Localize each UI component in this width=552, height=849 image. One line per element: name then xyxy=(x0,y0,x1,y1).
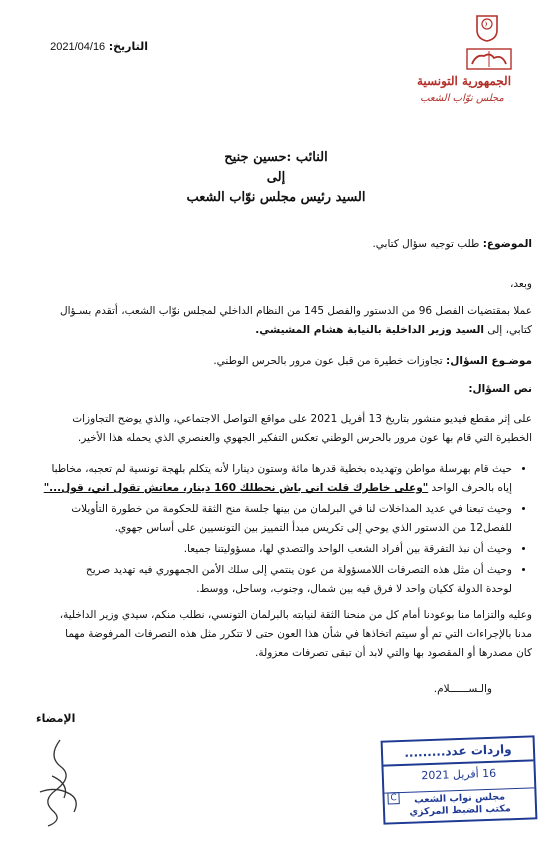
question-body-line-1: على إثر مقطع فيديو منشور بتاريخ 13 أفريل 2021 على مواقع التواصل الاجتماعي، والذي يوضح التجاوزات xyxy=(72,413,532,425)
tunisia-emblem-icon xyxy=(474,14,500,42)
subject-text: طلب توجيه سؤال كتابي. xyxy=(372,238,480,250)
stamp-mark: C xyxy=(387,792,399,804)
stamp-title: واردات عدد......... xyxy=(383,737,534,766)
closing-line-3: كان مصدرها أو المقصود بها والتي لابد أن تبقى تصرفات معزولة. xyxy=(255,647,532,659)
closing-line-2: مدنا بالإجراءات التي تم أو سيتم اتخاذها في شأن هذا العون حتى لا تتكرر مثل هذه التصرفات المرفوضة مهما xyxy=(65,628,532,640)
intro-line-2 xyxy=(17,321,532,340)
list-item: • وحيث أن مثل هذه التصرفات اللامسؤولة من عون ينتمي إلى سلك الأمن الجمهوري فيه تهديد صريح لوحدة الدولة ككيان واحد لا فرق فيه بين شمال، وجنوب، وساحل، ووسط. xyxy=(2,561,512,599)
recipient: السيد رئيس مجلس نوّاب الشعب xyxy=(186,190,366,205)
subject-label: الموضوع: xyxy=(482,238,532,250)
org-name: الجمهورية التونسية xyxy=(416,74,512,88)
handwritten-signature xyxy=(30,736,90,828)
stamp-date: 16 أفريل 2021 xyxy=(421,766,497,783)
org-subname: مجلس نوّاب الشعب xyxy=(420,93,504,104)
date-label: التاريخ: xyxy=(108,40,148,53)
incoming-stamp xyxy=(381,735,538,824)
salutation: والـســــــلام. xyxy=(433,683,492,695)
list-item: • وحيث أن نبذ التفرقة بين أفراد الشعب الواحد والتصدي لها، مسؤوليتنا جميعا. xyxy=(2,540,512,559)
date-value: 2021/04/16 xyxy=(50,41,106,53)
argument-list xyxy=(2,460,530,601)
question-subject-label: موضـوع السؤال: xyxy=(446,355,532,367)
sender: النائب :حسين جنيح xyxy=(224,150,328,165)
quoted-speech: "وعلى خاطرك قلت اني باش نحطلك 160 دينار، معاتش تقول اني، قول..." xyxy=(43,482,429,494)
list-item: • حيث قام بهرسلة مواطن وتهديده بخطية قدرها مائة وستون دينارا لأنه يتكلم بلهجة تونسية لم تعجبه، مخاطبا إياه بالحرف الواحد "وعلى خاطرك قلت اني باش نحطلك 160 دينار، معاتش تقول اني، قول..." xyxy=(2,460,512,498)
parliament-logo-icon xyxy=(464,46,514,72)
intro-line-1: عملا بمقتضيات الفصل 96 من الدستور والفصل 145 من النظام الداخلي لمجلس نوّاب الشعب، أتقدم بسـؤال xyxy=(60,305,532,317)
to-word: إلى xyxy=(266,170,286,185)
intro-line-2a: كتابي، إلى xyxy=(487,324,532,336)
list-item: • وحيث تبعنا في عديد المداخلات لنا في البرلمان من بينها جلسة منح الثقة للحكومة من خطورة التأويلات للفصل12 من الدستور الذي يوحي إلى تكريس مبدأ التمييز بين التونسيين على أساس جهوي. xyxy=(2,500,512,538)
question-text-label: نص السؤال: xyxy=(468,383,532,395)
subject-line xyxy=(17,235,532,254)
signature-label: الإمضاء xyxy=(36,712,76,725)
greeting: وبعد، xyxy=(510,278,532,290)
date-line xyxy=(38,40,148,53)
question-body-line-2: الخطيرة التي قام بها عون مرور بالحرس الوطني تعكس التفكير الجهوي والعنصري الذي يحمله هذا الأخير. xyxy=(77,432,532,444)
closing-line-1: وعليه والتزاما منا بوعودنا أمام كل من منحنا الثقة لنيابته بالبرلمان التونسي، نطلب منكم، سيدي وزير الداخلية، xyxy=(59,609,532,621)
question-subject-line xyxy=(17,352,532,371)
stamp-org: مجلس نواب الشعب مكتب الضبط المركزي xyxy=(384,787,535,819)
question-subject-text: تجاوزات خطيرة من قبل عون مرور بالحرس الوطني. xyxy=(213,355,443,367)
minister-name: السيد وزير الداخلية بالنيابة هشام المشيشي. xyxy=(255,324,485,336)
